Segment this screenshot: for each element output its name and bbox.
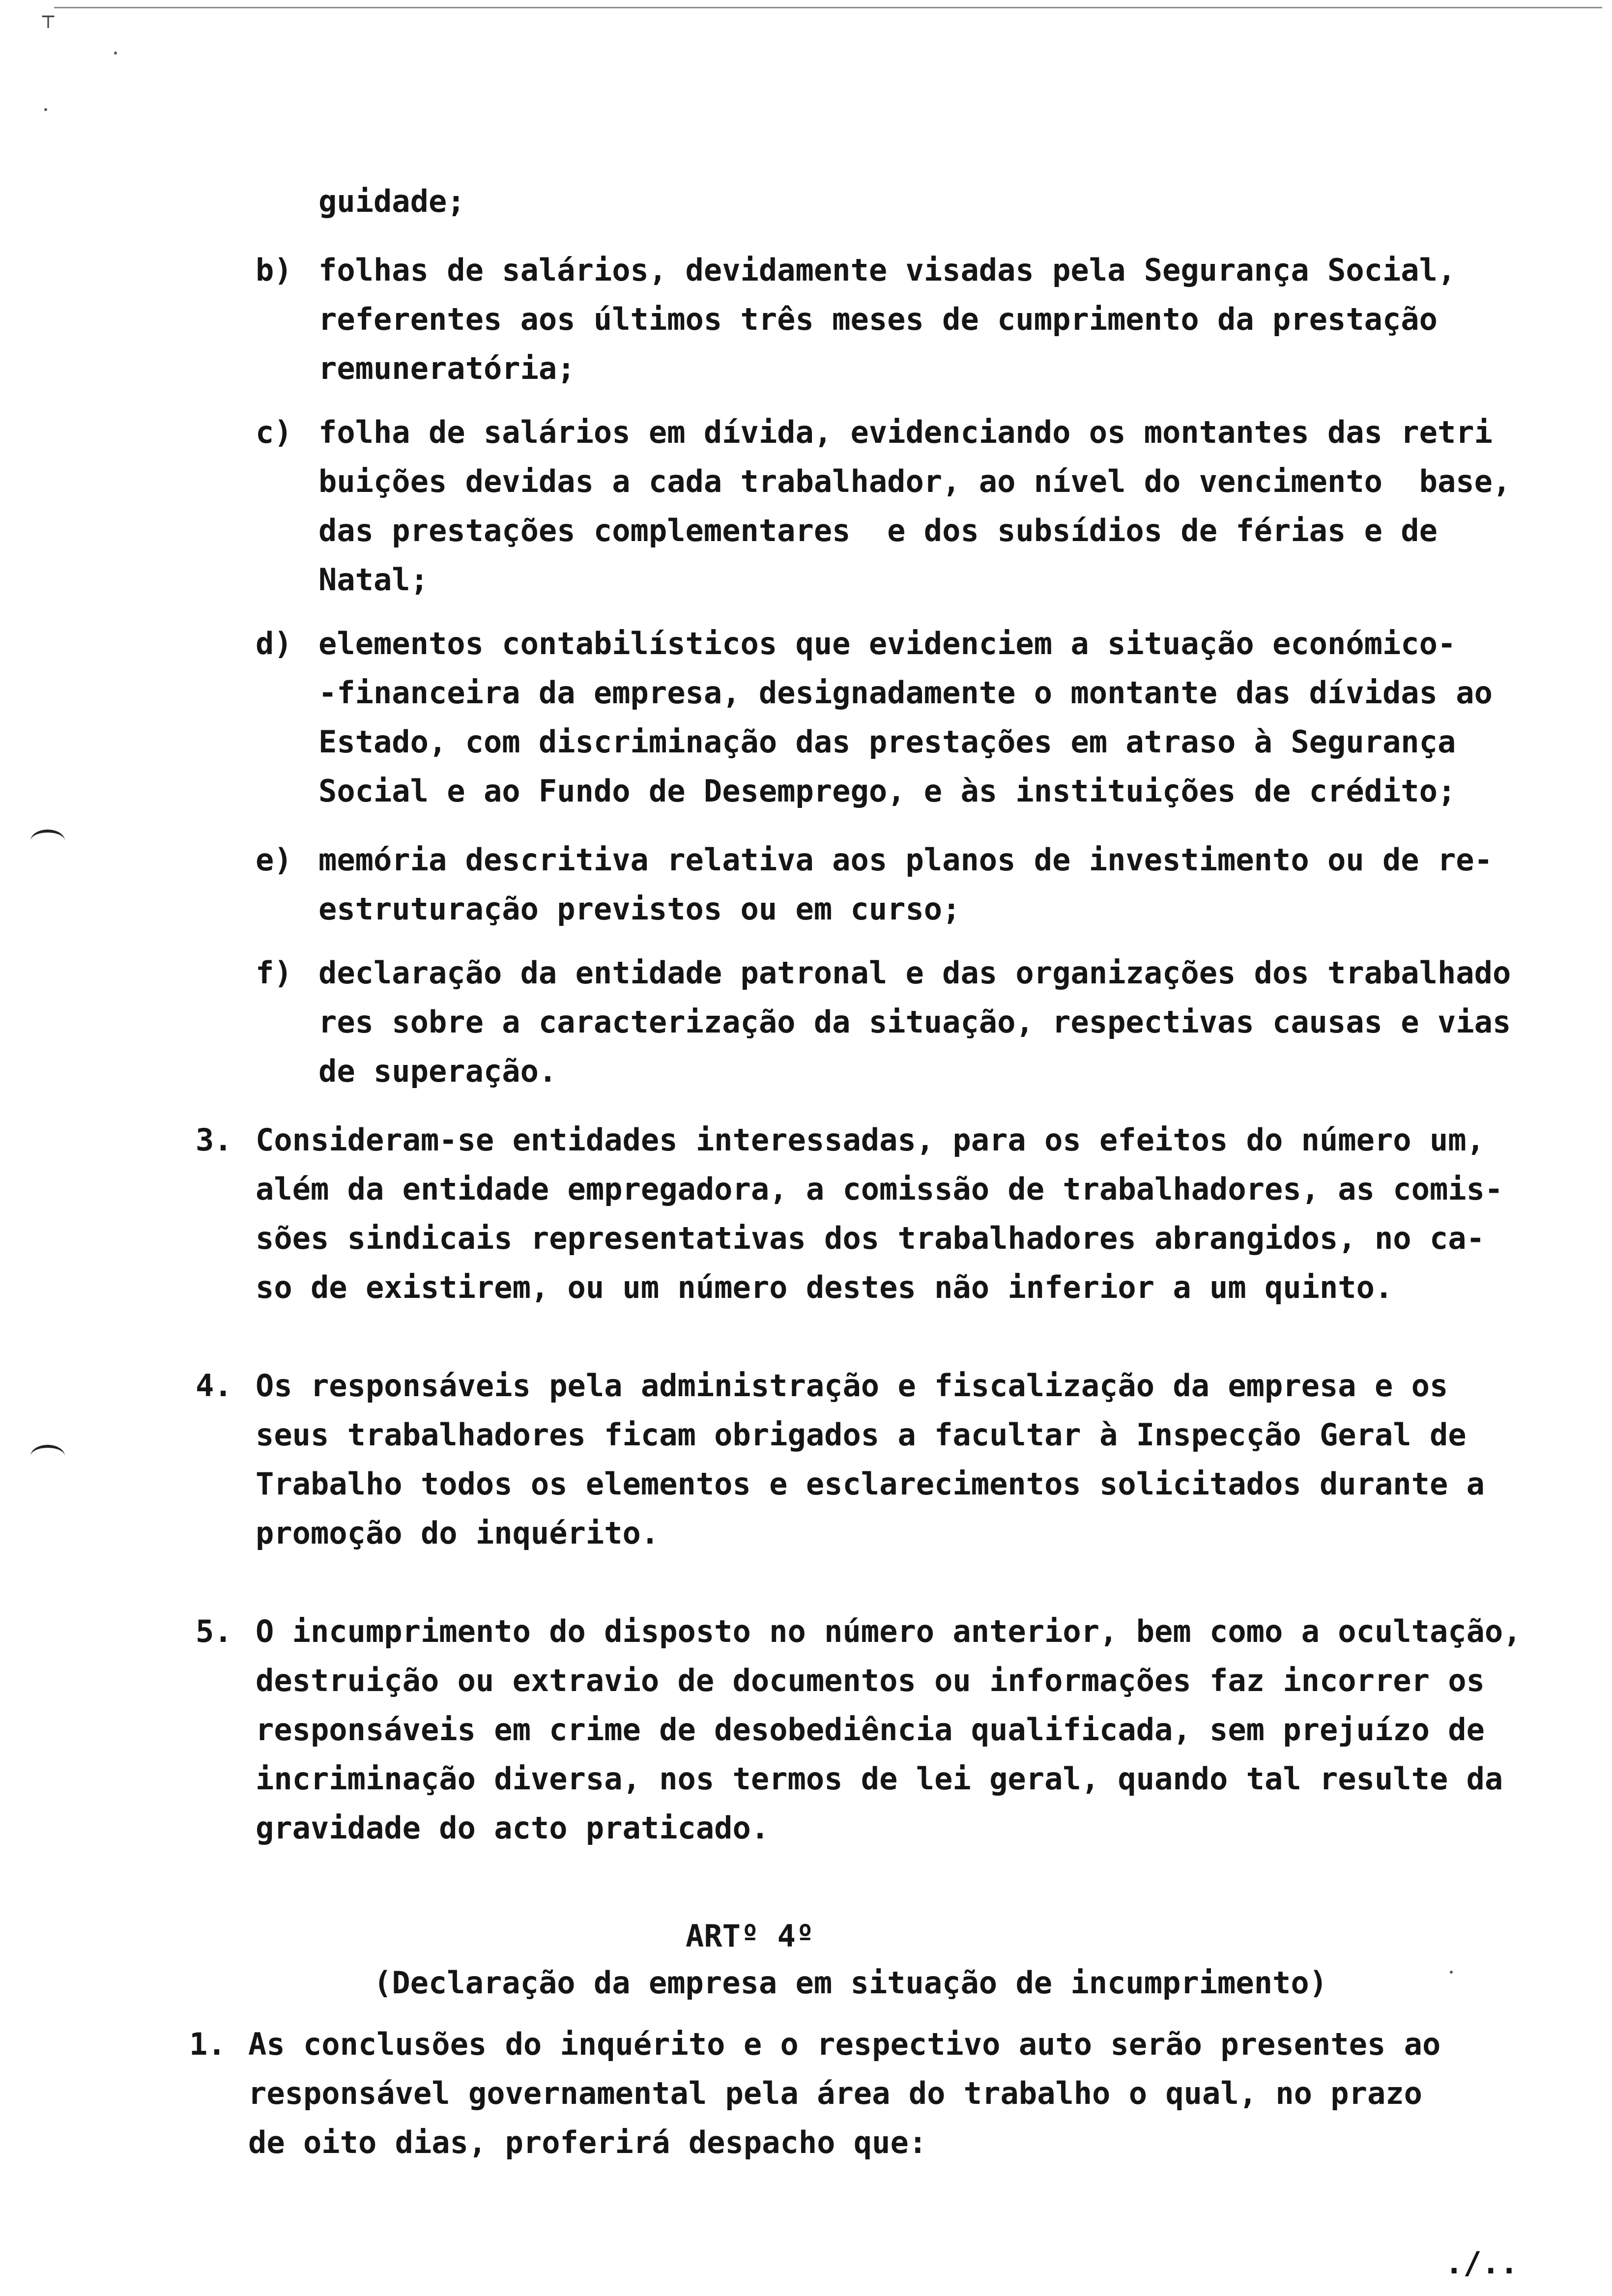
paragraph-line: de oito dias, proferirá despacho que: — [248, 2124, 927, 2160]
paragraph-line: responsável governamental pela área do trabalho o qual, no prazo — [248, 2075, 1422, 2111]
paragraph-line: incriminação diversa, nos termos de lei geral, quando tal resulte da — [256, 1761, 1503, 1797]
paragraph-number: 3. — [196, 1122, 232, 1158]
item-line: memória descritiva relativa aos planos de investimento ou de re- — [318, 842, 1493, 878]
item-line: das prestações complementares e dos subsídios de férias e de — [318, 513, 1438, 548]
speck — [114, 52, 117, 55]
paragraph-line: Consideram-se entidades interessadas, para os efeitos do número um, — [256, 1122, 1485, 1158]
item-line: Social e ao Fundo de Desemprego, e às instituições de crédito; — [318, 773, 1456, 809]
item-line: folha de salários em dívida, evidenciando os montantes das retri — [318, 414, 1493, 450]
item-line: Estado, com discriminação das prestações em atraso à Segurança — [318, 724, 1456, 760]
item-line: res sobre a caracterização da situação, respectivas causas e vias — [318, 1004, 1511, 1040]
paragraph-line: gravidade do acto praticado. — [256, 1810, 770, 1846]
paragraph-line: destruição ou extravio de documentos ou informações faz incorrer os — [256, 1663, 1485, 1698]
item-line: Natal; — [318, 562, 429, 598]
item-label: e) — [256, 842, 292, 878]
paragraph-line: Trabalho todos os elementos e esclarecimentos solicitados durante a — [256, 1466, 1485, 1502]
article-title: ARTº 4º — [686, 1918, 814, 1954]
item-label: b) — [256, 252, 292, 288]
corner-mark: ┬ — [42, 5, 55, 28]
item-line: folhas de salários, devidamente visadas pela Segurança Social, — [318, 252, 1456, 288]
article-subtitle: (Declaração da empresa em situação de incumprimento) — [374, 1965, 1328, 2001]
paragraph-line: Os responsáveis pela administração e fiscalização da empresa e os — [256, 1368, 1448, 1404]
item-label: d) — [256, 626, 292, 661]
paragraph-line: além da entidade empregadora, a comissão de trabalhadores, as comis- — [256, 1171, 1503, 1207]
speck — [44, 108, 47, 111]
continuation-marker: ./.. — [1445, 2245, 1519, 2281]
paragraph-line: As conclusões do inquérito e o respectivo auto serão presentes ao — [248, 2026, 1441, 2062]
item-label: c) — [256, 414, 292, 450]
top-border-line — [54, 7, 1602, 8]
item-line: remuneratória; — [318, 350, 576, 386]
paragraph-line: responsáveis em crime de desobediência qualificada, sem prejuízo de — [256, 1712, 1485, 1748]
item-line: de superação. — [318, 1053, 557, 1089]
paragraph-line: sões sindicais representativas dos trabalhadores abrangidos, no ca- — [256, 1220, 1485, 1256]
item-line: elementos contabilísticos que evidenciem a situação económico- — [318, 626, 1456, 661]
punch-hole-mark — [30, 1445, 65, 1467]
item-line: -financeira da empresa, designadamente o montante das dívidas ao — [318, 675, 1493, 711]
paragraph-line: seus trabalhadores ficam obrigados a facultar à Inspecção Geral de — [256, 1417, 1467, 1453]
item-line: buições devidas a cada trabalhador, ao nível do vencimento base, — [318, 463, 1511, 499]
item-line: declaração da entidade patronal e das organizações dos trabalhado — [318, 955, 1511, 991]
paragraph-line: promoção do inquérito. — [256, 1515, 660, 1551]
item-label: f) — [256, 955, 292, 991]
continuation-text: guidade; — [318, 183, 465, 219]
item-line: referentes aos últimos três meses de cumprimento da prestação — [318, 301, 1438, 337]
paragraph-number: 5. — [196, 1613, 232, 1649]
paragraph-number: 4. — [196, 1368, 232, 1404]
paragraph-line: O incumprimento do disposto no número anterior, bem como a ocultação, — [256, 1613, 1522, 1649]
paragraph-number: 1. — [189, 2026, 226, 2062]
speck — [1450, 1971, 1453, 1974]
item-line: estruturação previstos ou em curso; — [318, 891, 961, 927]
paragraph-line: so de existirem, ou um número destes não inferior a um quinto. — [256, 1269, 1393, 1305]
punch-hole-mark — [30, 830, 65, 852]
